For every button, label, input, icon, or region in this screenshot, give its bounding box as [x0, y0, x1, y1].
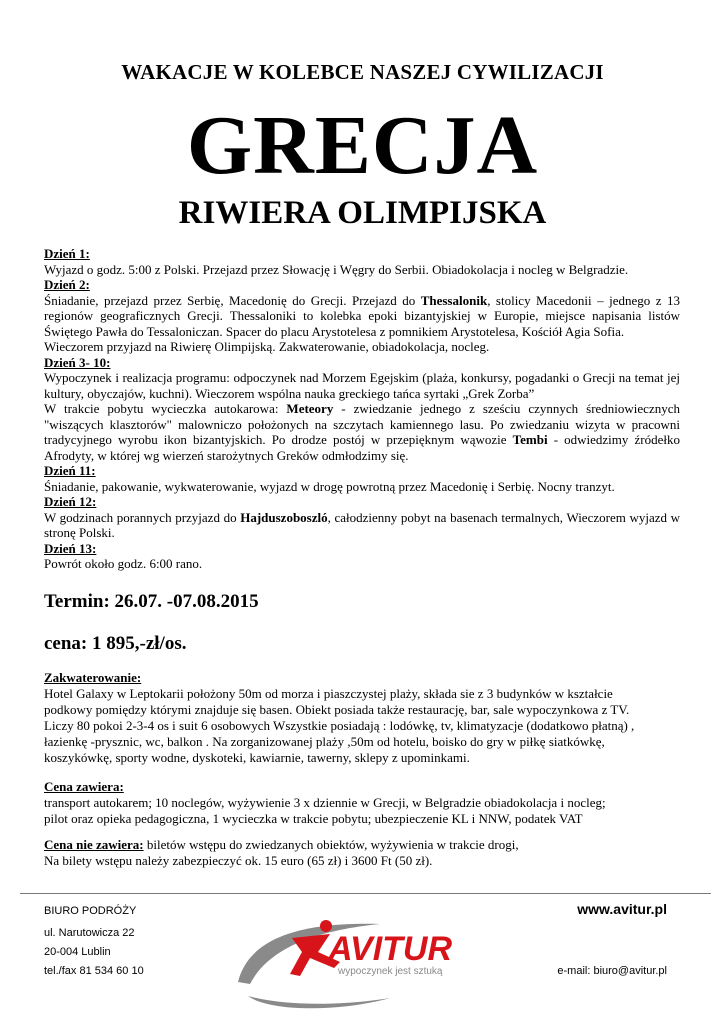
day-3-10-b: W trakcie pobytu wycieczka autokarowa:: [44, 401, 287, 416]
accommodation-line-3: Liczy 80 pokoi 2-3-4 os i suit 6 osobowych Wszystkie posiadają : lodówkę, tv, klimatyzacje (dodatkowo płatną) ,: [44, 718, 635, 733]
day-3-10-meteory: Meteory: [286, 401, 334, 416]
day-13-heading: Dzień 13:: [44, 540, 97, 556]
footer-phone: tel./fax 81 534 60 10: [44, 965, 144, 977]
accommodation-heading: Zakwaterowanie:: [44, 670, 142, 685]
price-includes-section: [44, 779, 680, 827]
footer-divider: [20, 893, 711, 894]
logo-swoosh-bottom-icon: [248, 996, 390, 1008]
page-title: GRECJA: [186, 99, 539, 192]
logo-name: AVITUR: [328, 930, 453, 968]
day-12-hajduszoboszlo: Hajduszoboszló: [240, 509, 328, 525]
price-excludes-line-1: [44, 837, 680, 853]
accommodation-line-5: koszykówkę, sporty wodne, dyskoteki, kawiarnie, tawerny, sklepy z upominkami.: [44, 750, 470, 765]
day-3-10-text-a: Wypoczynek i realizacja programu: odpoczynek nad Morzem Egejskim (plaża, konkursy, pogadanki o Grecji na temat jej kultury, obyczajów, kuchni). Wieczorem wspólna nauka greckiego tańca syrtaki „Grek Zorba”: [44, 370, 680, 401]
trip-dates: Termin: 26.07. -07.08.2015: [44, 591, 259, 612]
day-2-thessalonik: Thessalonik: [420, 292, 488, 308]
day-12-text: [44, 510, 680, 541]
day-3-10-d: - zwiedzanie jednego z sześciu czynnych średniowiecznych "wiszących klasztorów" malowniczo położonych na szczytach kamiennego lasu. Po zwiedzaniu wizyta w pracowni tradycyjnego wyrobu ikon bizantyjskich. Po drodze postój w przepięknym wąwozie: [44, 401, 680, 447]
logo-tagline: wypoczynek jest sztuką: [338, 966, 443, 977]
day-12-c: , całodzienny pobyt na basenach termalnych, Wieczorem wyjazd w stronę Polski.: [44, 509, 681, 540]
accommodation-section: [44, 670, 680, 766]
day-3-10-f: - odwiedzimy źródełko Afrodyty, w której wg wierzeń starożytnych Greków odmłodzimy się.: [44, 432, 680, 463]
day-2-text-a: Śniadanie, przejazd przez Serbię, Macedonię do Grecji. Przejazd do: [44, 292, 421, 308]
accommodation-line-4: łazienkę -prysznic, wc, balkon . Na zorganizowanej plaży ,50m od hotelu, boisko do gry w piłkę siatkówkę,: [44, 734, 605, 749]
price-excludes-section: [44, 837, 680, 869]
day-3-10-tembi: Tembi: [512, 432, 548, 447]
price-includes-line-2: pilot oraz opieka pedagogiczna, 1 wycieczka w trakcie pobytu; ubezpieczenie KL i NNW, podatek VAT: [44, 811, 583, 826]
price-includes-line-1: transport autokarem; 10 noclegów, wyżywienie 3 x dziennie w Grecji, w Belgradzie obiadokolacja i nocleg;: [44, 795, 606, 810]
email-address[interactable]: e-mail: biuro@avitur.pl: [557, 965, 667, 977]
day-2-text: [44, 293, 680, 340]
day-1-heading: Dzień 1:: [44, 246, 90, 261]
day-3-10-heading: Dzień 3- 10:: [44, 354, 111, 370]
header-top-line: WAKACJE W KOLEBCE NASZEJ CYWILIZACJI: [121, 60, 604, 84]
day-11-heading: Dzień 11:: [44, 463, 96, 478]
trip-price: cena: 1 895,-zł/os.: [44, 633, 187, 654]
day-2-evening: Wieczorem przyjazd na Riwierę Olimpijską. Zakwaterowanie, obiadokolacja, nocleg.: [44, 339, 490, 354]
day-3-10-text-b: [44, 401, 680, 463]
day-13-text: Powrót około godz. 6:00 rano.: [44, 556, 203, 571]
day-2-heading: Dzień 2:: [44, 277, 90, 292]
day-12-a: W godzinach porannych przyjazd do: [44, 509, 241, 525]
footer-biuro: BIURO PODRÓŻY: [44, 905, 137, 917]
avitur-logo: [230, 912, 480, 1017]
accommodation-line-1: Hotel Galaxy w Leptokarii położony 50m od morza i piaszczystej plaży, składa sie z 3 budynków w kształcie: [44, 686, 613, 701]
price-excludes-heading: Cena nie zawiera:: [44, 837, 144, 852]
price-excludes-text-1: biletów wstępu do zwiedzanych obiektów, wyżywienia w trakcie drogi,: [143, 837, 519, 852]
footer-street: ul. Narutowicza 22: [44, 927, 135, 939]
day-12-heading: Dzień 12:: [44, 494, 97, 509]
page-subtitle: RIWIERA OLIMPIJSKA: [178, 195, 547, 231]
footer-city: 20-004 Lublin: [44, 946, 111, 958]
price-excludes-line-2: Na bilety wstępu należy zabezpieczyć ok. 15 euro (65 zł) i 3600 Ft (50 zł).: [44, 853, 433, 868]
accommodation-line-2: podkowy pomiędzy którymi znajduje się basen. Obiekt posiada także restaurację, bar, sale wypoczynkowa z TV.: [44, 702, 630, 717]
day-11-text: Śniadanie, pakowanie, wykwaterowanie, wyjazd w drogę powrotną przez Macedonię i Serbię. Nocny tranzyt.: [44, 478, 615, 494]
day-2-text-c: , stolicy Macedonii – jednego z 13 regionów geograficznych Grecji. Thessaloniki to kolebka epoki bizantyjskiej w Europie, miejsce napisania listów Świętego Pawła do Tessaloniczan. Spacer do placu Arystotelesa z pomnikiem Arystotelesa, Kościół Agia Sofia.: [44, 292, 680, 339]
day-1-text: Wyjazd o godz. 5:00 z Polski. Przejazd przez Słowację i Węgry do Serbii. Obiadokolacja i nocleg w Belgradzie.: [44, 261, 629, 277]
price-includes-heading: Cena zawiera:: [44, 779, 124, 794]
itinerary: [44, 246, 680, 572]
website-link[interactable]: www.avitur.pl: [577, 901, 667, 917]
